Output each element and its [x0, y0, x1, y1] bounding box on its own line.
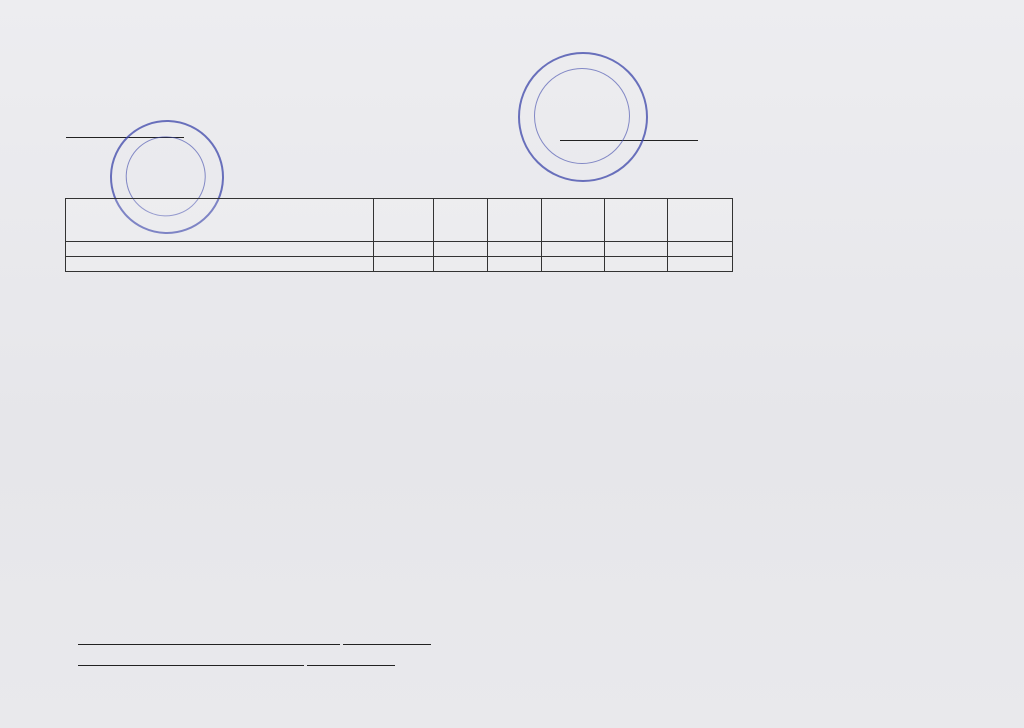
signature-line	[307, 665, 395, 666]
company-stamp	[518, 52, 648, 182]
menu-table	[65, 198, 733, 272]
header-dish-name	[66, 199, 374, 242]
signature-line	[78, 644, 340, 645]
footer-storekeeper	[78, 630, 431, 645]
total-vitamin-c	[668, 257, 733, 272]
header-fat	[488, 199, 542, 242]
footer-cook	[78, 651, 395, 666]
total-row	[66, 257, 733, 272]
total-carbs	[542, 257, 605, 272]
header-kcal	[605, 199, 668, 242]
header-output	[374, 199, 434, 242]
price-row	[66, 242, 733, 257]
signature-line	[78, 665, 304, 666]
header-protein	[434, 199, 488, 242]
signature-line	[343, 644, 431, 645]
total-label	[66, 257, 374, 272]
price-label	[66, 242, 374, 257]
table-header-row	[66, 199, 733, 242]
total-protein	[434, 257, 488, 272]
header-carbs	[542, 199, 605, 242]
price-value	[374, 242, 434, 257]
header-vitamin-c	[668, 199, 733, 242]
total-kcal	[605, 257, 668, 272]
total-fat	[488, 257, 542, 272]
